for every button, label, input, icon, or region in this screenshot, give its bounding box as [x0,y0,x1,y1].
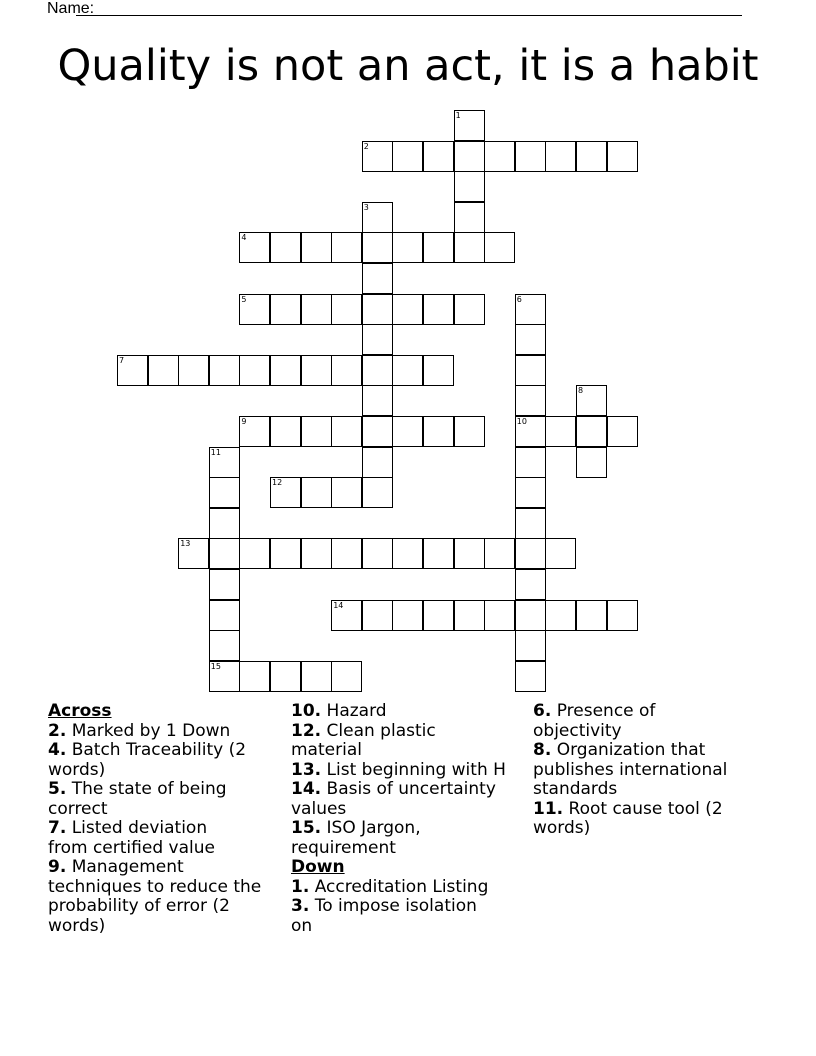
grid-cell[interactable] [515,141,546,172]
across-clue-5: 5. The state of being correct [48,779,227,819]
grid-cell[interactable] [515,630,546,661]
across-clue-7: 7. Listed deviation from certified value [48,818,215,858]
across-clue-4: 4. Batch Traceability (2 words) [48,740,247,780]
across-clue-14: 14. Basis of uncertainty values [291,779,496,819]
grid-cell[interactable] [301,294,332,325]
grid-cell[interactable] [270,477,301,508]
grid-cell[interactable] [270,661,301,692]
grid-cell[interactable] [515,416,546,447]
grid-cell[interactable] [362,202,393,233]
grid-cell[interactable] [331,538,362,569]
grid-cell[interactable] [454,232,485,263]
clue-number: 4 [241,233,247,243]
grid-cell[interactable] [423,600,454,631]
grid-cell[interactable] [515,324,546,355]
clue-number: 3 [363,202,369,212]
name-label: Name: [47,0,95,17]
grid-cell[interactable] [392,416,423,447]
grid-cell[interactable] [545,538,576,569]
grid-cell[interactable] [392,538,423,569]
grid-cell[interactable] [301,416,332,447]
across-clue-15: 15. ISO Jargon, requirement [291,818,421,858]
grid-cell[interactable] [270,538,301,569]
grid-cell[interactable] [362,141,393,172]
grid-cell[interactable] [331,600,362,631]
grid-cell[interactable] [209,355,240,386]
grid-cell[interactable] [331,477,362,508]
grid-cell[interactable] [178,538,209,569]
down-clue-11: 11. Root cause tool (2 words) [533,798,723,838]
grid-cell[interactable] [239,661,270,692]
grid-cell[interactable] [148,355,179,386]
grid-cell[interactable] [515,508,546,539]
clue-number: 10 [516,417,527,426]
grid-cell[interactable] [392,141,423,172]
grid-cell[interactable] [607,600,638,631]
grid-cell[interactable] [545,600,576,631]
grid-cell[interactable] [270,355,301,386]
grid-cell[interactable] [117,355,148,386]
grid-cell[interactable] [362,232,393,263]
clue-number: 13 [180,539,191,549]
clue-number: 5 [241,294,247,304]
grid-cell[interactable] [576,141,607,172]
grid-cell[interactable] [301,661,332,692]
clue-number: 14 [333,600,344,610]
clue-number: 8 [578,386,584,396]
grid-cell[interactable] [362,385,393,416]
across-clue-9: 9. Management techniques to reduce the probability of error (2 words) [48,857,262,936]
grid-cell[interactable] [423,232,454,263]
grid-cell[interactable] [515,294,546,325]
grid-cell[interactable] [484,232,515,263]
clue-number: 11 [210,447,221,457]
grid-cell[interactable] [484,141,515,172]
clue-number: 12 [272,478,283,488]
grid-cell[interactable] [362,355,393,386]
clue-column-1 [48,702,280,936]
grid-cell[interactable] [515,477,546,508]
grid-cell[interactable] [209,600,240,631]
across-clue-10: 10. Hazard [291,701,387,721]
grid-cell[interactable] [331,661,362,692]
grid-cell[interactable] [362,447,393,478]
grid-cell[interactable] [545,141,576,172]
across-heading: Across [48,701,112,721]
grid-cell[interactable] [209,447,240,478]
grid-cell[interactable] [576,447,607,478]
grid-cell[interactable] [392,600,423,631]
grid-cell[interactable] [362,263,393,294]
down-clue-6: 6. Presence of objectivity [533,701,656,741]
grid-cell[interactable] [362,477,393,508]
grid-cell[interactable] [576,600,607,631]
grid-cell[interactable] [484,600,515,631]
grid-cell[interactable] [239,416,270,447]
grid-cell[interactable] [454,294,485,325]
clue-number: 6 [516,294,522,304]
clue-number: 15 [210,661,221,671]
grid-cell[interactable] [515,538,546,569]
grid-cell[interactable] [423,294,454,325]
grid-cell[interactable] [423,538,454,569]
grid-cell[interactable] [301,232,332,263]
down-clue-8: 8. Organization that publishes international standards [533,740,728,799]
grid-cell[interactable] [301,355,332,386]
grid-cell[interactable] [515,385,546,416]
grid-cell[interactable] [454,171,485,202]
down-clue-3: 3. To impose isolation on [291,896,477,936]
grid-cell[interactable] [301,538,332,569]
grid-cell[interactable] [239,294,270,325]
grid-cell[interactable] [515,661,546,692]
clue-number: 9 [241,417,247,426]
clue-column-3 [533,702,743,839]
grid-cell[interactable] [392,232,423,263]
clue-number: 2 [363,141,369,151]
across-clue-13: 13. List beginning with H [291,759,506,780]
down-clue-1: 1. Accreditation Listing [291,876,489,897]
grid-cell[interactable] [331,232,362,263]
grid-cell[interactable] [362,294,393,325]
across-clue-2: 2. Marked by 1 Down [48,720,231,741]
grid-cell[interactable] [301,477,332,508]
grid-cell[interactable] [454,141,485,172]
clue-column-2 [291,702,523,936]
grid-cell[interactable] [423,416,454,447]
grid-cell[interactable] [515,355,546,386]
grid-cell[interactable] [209,538,240,569]
grid-cell[interactable] [454,416,485,447]
grid-cell[interactable] [270,416,301,447]
clue-number: 7 [119,355,125,365]
clue-number: 1 [455,111,461,120]
grid-cell[interactable] [576,385,607,416]
grid-cell[interactable] [607,141,638,172]
grid-cell[interactable] [484,538,515,569]
grid-cell[interactable] [209,508,240,539]
down-heading: Down [291,857,345,877]
grid-cell[interactable] [362,324,393,355]
grid-cell[interactable] [423,141,454,172]
grid-cell[interactable] [362,600,393,631]
grid-cell[interactable] [545,416,576,447]
grid-cell[interactable] [392,294,423,325]
grid-cell[interactable] [515,447,546,478]
grid-cell[interactable] [178,355,209,386]
grid-cell[interactable] [331,416,362,447]
grid-cell[interactable] [576,416,607,447]
grid-cell[interactable] [454,110,485,141]
grid-cell[interactable] [209,477,240,508]
grid-cell[interactable] [209,661,240,692]
grid-cell[interactable] [454,538,485,569]
grid-cell[interactable] [209,569,240,600]
grid-cell[interactable] [270,294,301,325]
grid-cell[interactable] [362,538,393,569]
grid-cell[interactable] [239,355,270,386]
across-clue-12: 12. Clean plastic material [291,720,436,760]
grid-cell[interactable] [331,294,362,325]
page-title: Quality is not an act, it is a habit [57,41,759,91]
grid-cell[interactable] [239,538,270,569]
grid-cell[interactable] [362,416,393,447]
grid-cell[interactable] [270,232,301,263]
grid-cell[interactable] [607,416,638,447]
grid-cell[interactable] [515,569,546,600]
grid-cell[interactable] [454,600,485,631]
grid-cell[interactable] [423,355,454,386]
grid-cell[interactable] [392,355,423,386]
grid-cell[interactable] [209,630,240,661]
grid-cell[interactable] [331,355,362,386]
grid-cell[interactable] [454,202,485,233]
grid-cell[interactable] [515,600,546,631]
grid-cell[interactable] [239,232,270,263]
